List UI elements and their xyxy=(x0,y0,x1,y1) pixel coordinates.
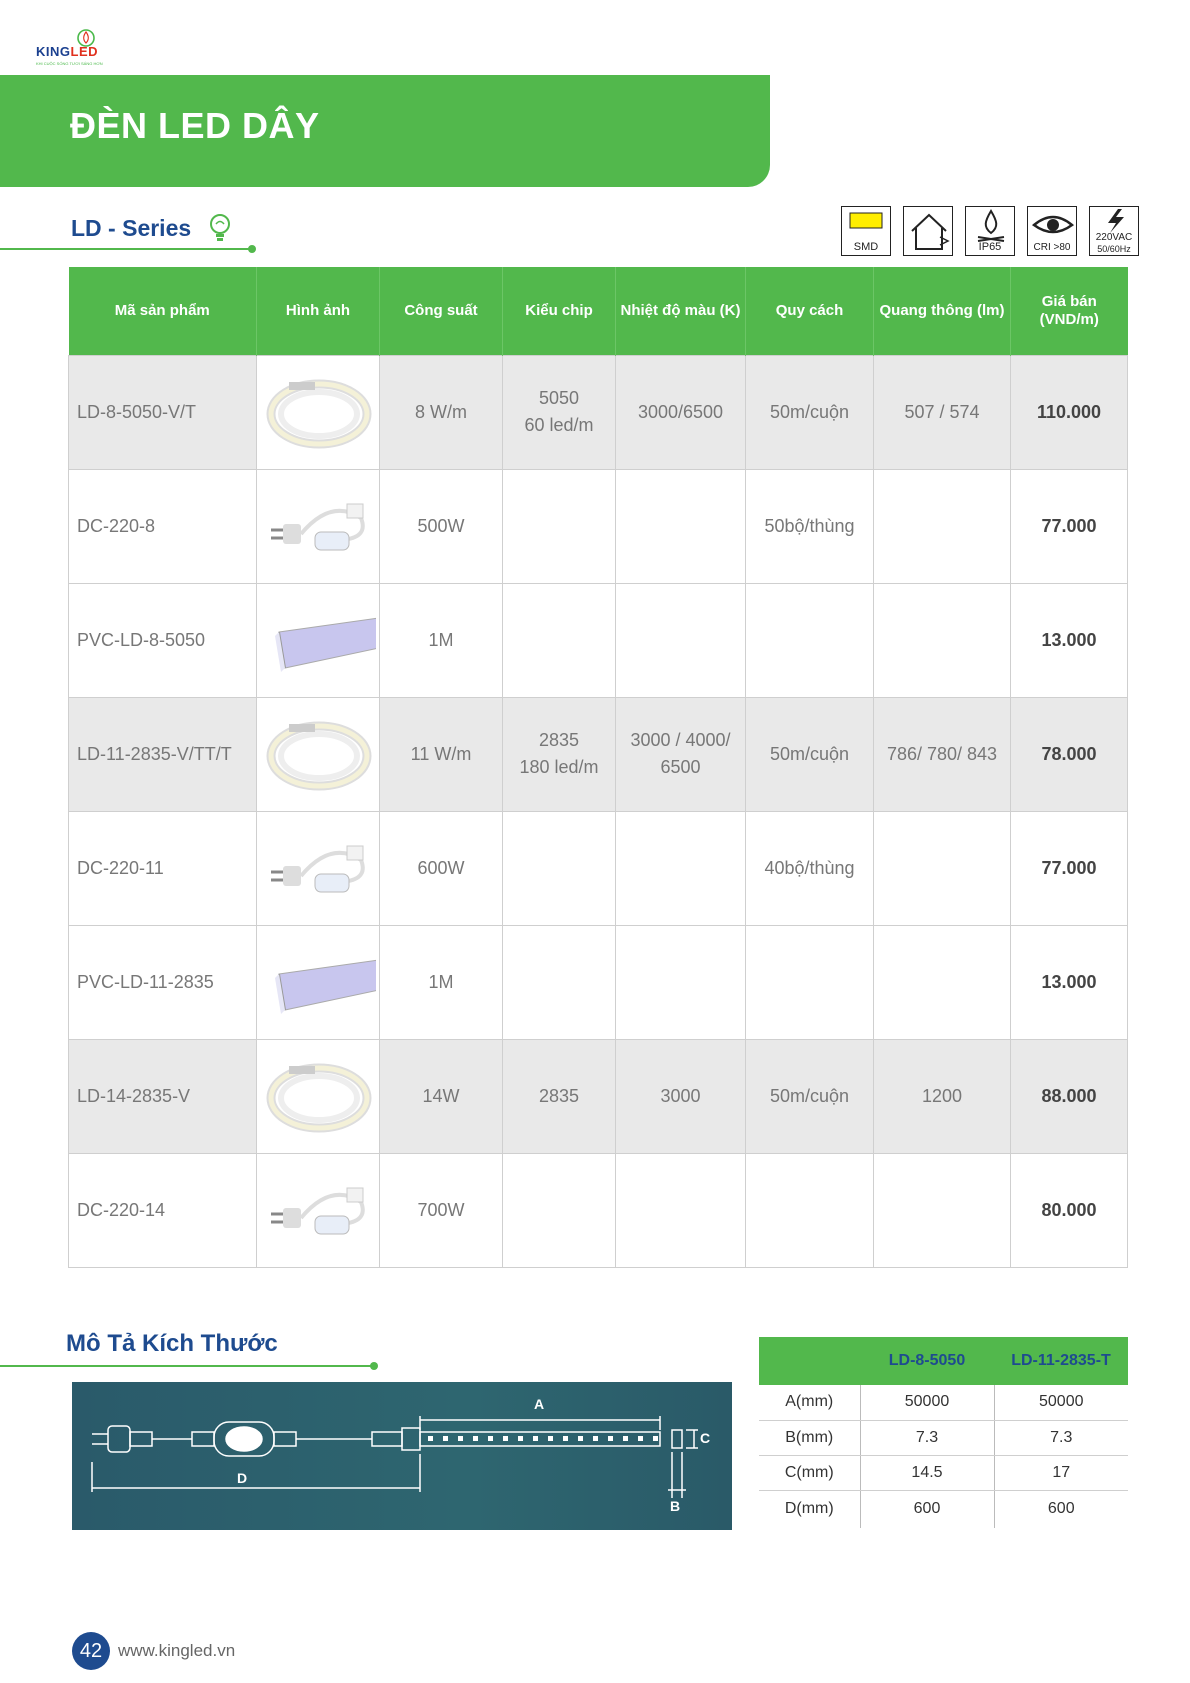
led-strip-coil-icon xyxy=(261,364,376,460)
title-banner xyxy=(0,75,770,187)
pvc-channel-icon xyxy=(261,934,376,1030)
color-temp-cell: 3000 / 4000/ 6500 xyxy=(616,697,746,811)
dimension-value: 14.5 xyxy=(860,1455,994,1490)
color-temp-cell: 3000 xyxy=(616,1039,746,1153)
price-cell: 77.000 xyxy=(1011,469,1128,583)
dimension-label: B(mm) xyxy=(759,1420,860,1455)
page-number: 42 xyxy=(72,1632,110,1670)
product-code-cell: LD-11-2835-V/TT/T xyxy=(69,697,257,811)
dimension-row xyxy=(759,1420,1128,1455)
brand-name: KINGLED xyxy=(36,44,98,59)
header-image: Hình ảnh xyxy=(257,267,380,355)
product-image-cell xyxy=(257,697,380,811)
product-code-cell: DC-220-8 xyxy=(69,469,257,583)
power-driver-plug-icon xyxy=(261,478,376,574)
indoor-house-icon xyxy=(903,206,953,256)
led-chip-mark xyxy=(473,1436,478,1441)
packing-cell: 50bộ/thùng xyxy=(746,469,874,583)
products-table xyxy=(68,267,1128,1268)
power-cell: 500W xyxy=(380,469,503,583)
lightbulb-icon xyxy=(208,213,232,243)
series-underline xyxy=(0,248,252,250)
lumen-cell xyxy=(874,469,1011,583)
product-image-cell xyxy=(257,925,380,1039)
dimension-underline xyxy=(0,1365,374,1367)
header-color-temp: Nhiệt độ màu (K) xyxy=(616,267,746,355)
dimension-value: 7.3 xyxy=(994,1420,1128,1455)
power-cell: 1M xyxy=(380,583,503,697)
led-strip-coil-icon xyxy=(261,1048,376,1144)
led-chip-mark xyxy=(503,1436,508,1441)
price-cell: 88.000 xyxy=(1011,1039,1128,1153)
header-price: Giá bán (VND/m) xyxy=(1011,267,1128,355)
packing-cell xyxy=(746,925,874,1039)
smd-chip-icon: SMD xyxy=(841,206,891,256)
product-code-cell: LD-14-2835-V xyxy=(69,1039,257,1153)
color-temp-cell xyxy=(616,1153,746,1267)
website-link[interactable]: www.kingled.vn xyxy=(118,1641,236,1660)
label-a: A xyxy=(534,1396,545,1412)
led-chip-mark xyxy=(608,1436,613,1441)
led-chip-mark xyxy=(623,1436,628,1441)
power-cell: 700W xyxy=(380,1153,503,1267)
dimension-value: 17 xyxy=(994,1455,1128,1490)
chip-cell xyxy=(503,925,616,1039)
led-chip-mark xyxy=(458,1436,463,1441)
chip-cell xyxy=(503,1153,616,1267)
table-row xyxy=(69,811,1128,925)
header-product-code: Mã sản phẩm xyxy=(69,267,257,355)
power-driver-plug-icon xyxy=(261,1162,376,1258)
dimension-value: 7.3 xyxy=(860,1420,994,1455)
table-row xyxy=(69,1153,1128,1267)
product-code-cell: LD-8-5050-V/T xyxy=(69,355,257,469)
table-row xyxy=(69,1039,1128,1153)
color-temp-cell xyxy=(616,469,746,583)
chip-cell xyxy=(503,811,616,925)
label-b: B xyxy=(670,1498,681,1514)
color-temp-cell: 3000/6500 xyxy=(616,355,746,469)
power-cell: 11 W/m xyxy=(380,697,503,811)
led-chip-mark xyxy=(428,1436,433,1441)
packing-cell xyxy=(746,1153,874,1267)
price-cell: 13.000 xyxy=(1011,925,1128,1039)
header-chip: Kiểu chip xyxy=(503,267,616,355)
product-image-cell xyxy=(257,469,380,583)
table-row xyxy=(69,697,1128,811)
table-row xyxy=(69,469,1128,583)
chip-cell: 5050 60 led/m xyxy=(503,355,616,469)
table-row xyxy=(69,355,1128,469)
lumen-cell: 507 / 574 xyxy=(874,355,1011,469)
page-title: ĐÈN LED DÂY xyxy=(70,105,320,146)
lumen-cell xyxy=(874,583,1011,697)
header-packing: Quy cách xyxy=(746,267,874,355)
led-chip-mark xyxy=(518,1436,523,1441)
chip-cell xyxy=(503,469,616,583)
eye-cri-icon: CRI >80 xyxy=(1027,206,1077,256)
dimension-header-row xyxy=(759,1337,1128,1385)
dimension-row xyxy=(759,1385,1128,1420)
label-d: D xyxy=(237,1470,248,1486)
price-cell: 110.000 xyxy=(1011,355,1128,469)
power-cell: 8 W/m xyxy=(380,355,503,469)
color-temp-cell xyxy=(616,925,746,1039)
chip-cell: 2835 xyxy=(503,1039,616,1153)
product-image-cell xyxy=(257,1039,380,1153)
lumen-cell: 1200 xyxy=(874,1039,1011,1153)
color-temp-cell xyxy=(616,811,746,925)
dimension-value: 600 xyxy=(1047,1500,1075,1518)
product-code-cell: PVC-LD-8-5050 xyxy=(69,583,257,697)
power-driver-plug-icon xyxy=(261,820,376,916)
led-chip-mark xyxy=(443,1436,448,1441)
series-title: LD - Series xyxy=(71,215,192,241)
power-cell: 600W xyxy=(380,811,503,925)
led-strip-coil-icon xyxy=(261,706,376,802)
price-cell: 80.000 xyxy=(1011,1153,1128,1267)
dimension-value: 50000 xyxy=(994,1385,1128,1420)
led-chip-mark xyxy=(593,1436,598,1441)
dimension-diagram xyxy=(72,1382,732,1530)
product-image-cell xyxy=(257,583,380,697)
price-cell: 78.000 xyxy=(1011,697,1128,811)
price-cell: 13.000 xyxy=(1011,583,1128,697)
brand-tagline: KHI CUỘC SỐNG TƯƠI SÁNG HƠN xyxy=(36,61,103,66)
lumen-cell: 786/ 780/ 843 xyxy=(874,697,1011,811)
dimension-label: C(mm) xyxy=(759,1455,860,1490)
dimension-section-title: Mô Tả Kích Thước xyxy=(66,1330,278,1357)
dimension-label: A(mm) xyxy=(759,1385,860,1420)
packing-cell: 50m/cuộn xyxy=(746,1039,874,1153)
led-chip-mark xyxy=(533,1436,538,1441)
kingled-logo xyxy=(36,28,116,68)
dimension-label: D(mm) xyxy=(759,1490,860,1528)
product-code-cell: DC-220-14 xyxy=(69,1153,257,1267)
dimension-value: 600 xyxy=(860,1490,994,1528)
header-luminous-flux: Quang thông (lm) xyxy=(874,267,1011,355)
strip-schematic-icon xyxy=(72,1382,732,1530)
dimension-row xyxy=(759,1490,1128,1528)
dimension-row xyxy=(759,1455,1128,1490)
dimension-value: 50000 xyxy=(860,1385,994,1420)
packing-cell: 50m/cuộn xyxy=(746,355,874,469)
led-chip-mark xyxy=(578,1436,583,1441)
product-image-cell xyxy=(257,811,380,925)
dimension-header-ld8: LD-8-5050 xyxy=(860,1337,994,1385)
dimension-header-blank xyxy=(759,1337,860,1385)
product-image-cell xyxy=(257,1153,380,1267)
led-chip-mark xyxy=(488,1436,493,1441)
dimension-table xyxy=(759,1337,1128,1528)
table-header-row xyxy=(69,267,1128,355)
power-cell: 14W xyxy=(380,1039,503,1153)
label-c: C xyxy=(700,1430,711,1446)
table-row xyxy=(69,925,1128,1039)
product-code-cell: DC-220-11 xyxy=(69,811,257,925)
lumen-cell xyxy=(874,1153,1011,1267)
lumen-cell xyxy=(874,811,1011,925)
led-chip-mark xyxy=(548,1436,553,1441)
power-cell: 1M xyxy=(380,925,503,1039)
product-image-cell xyxy=(257,355,380,469)
led-chip-mark xyxy=(563,1436,568,1441)
pvc-channel-icon xyxy=(261,592,376,688)
voltage-bolt-icon: 220VAC 50/60Hz xyxy=(1089,206,1139,256)
packing-cell: 50m/cuộn xyxy=(746,697,874,811)
packing-cell xyxy=(746,583,874,697)
ip65-water-icon: IP65 xyxy=(965,206,1015,256)
packing-cell: 40bộ/thùng xyxy=(746,811,874,925)
lumen-cell xyxy=(874,925,1011,1039)
led-chip-mark xyxy=(638,1436,643,1441)
price-cell: 77.000 xyxy=(1011,811,1128,925)
chip-cell xyxy=(503,583,616,697)
product-code-cell: PVC-LD-11-2835 xyxy=(69,925,257,1039)
dimension-header-ld11: LD-11-2835-T xyxy=(994,1337,1128,1385)
color-temp-cell xyxy=(616,583,746,697)
table-row xyxy=(69,583,1128,697)
chip-cell: 2835 180 led/m xyxy=(503,697,616,811)
header-power: Công suất xyxy=(380,267,503,355)
led-chip-mark xyxy=(653,1436,658,1441)
